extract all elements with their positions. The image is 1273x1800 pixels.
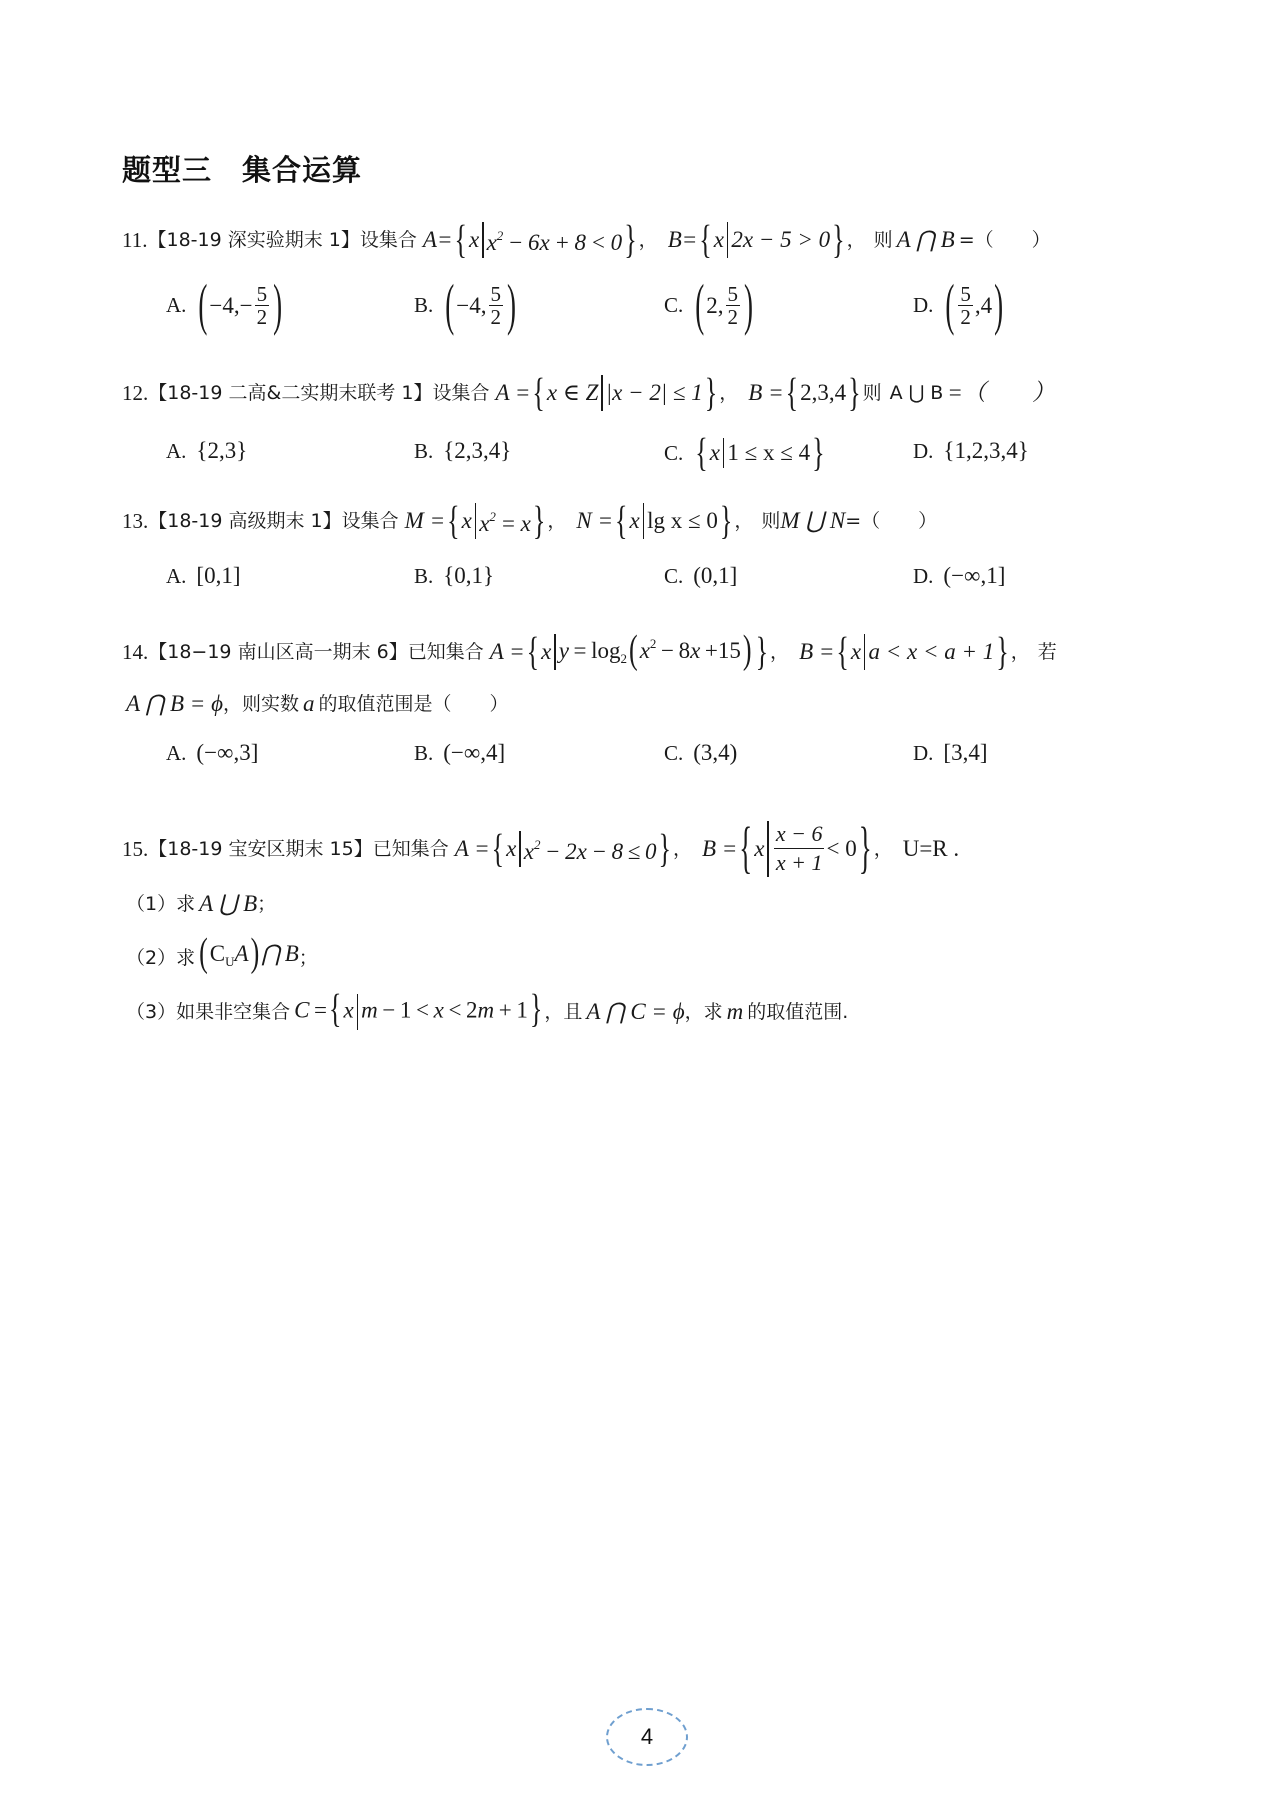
- option-label: D.: [913, 438, 934, 463]
- option-label: D.: [913, 740, 934, 765]
- set-a-condition: $y = \log_2(x^2 - 8x +15)$: [558, 626, 752, 672]
- set-var: x: [468, 226, 480, 252]
- comma: 则: [862, 382, 882, 404]
- option-label: C.: [664, 293, 684, 317]
- question-11: [122, 216, 1051, 262]
- variable: m: [726, 999, 744, 1024]
- option-value: {1,2,3,4}: [943, 438, 1029, 463]
- option-c: [664, 429, 827, 475]
- set-b-elements: 2,3,4: [800, 380, 847, 405]
- comma: ，: [846, 228, 866, 251]
- set-var: x: [461, 507, 472, 533]
- option-value: (3,4): [693, 740, 738, 765]
- numerator: 5: [960, 282, 971, 306]
- set-var: x: [850, 638, 862, 664]
- set-var: x: [754, 835, 765, 861]
- expression: $(C_UA)⋂$ B: [199, 929, 299, 975]
- punctuation: ；: [257, 893, 277, 915]
- option-label: B.: [414, 563, 434, 588]
- option-label: A.: [166, 740, 187, 765]
- option-a: [166, 272, 284, 336]
- question-source: 【18−19 南山区高一期末 6】: [148, 640, 408, 663]
- right-paren: ): [994, 272, 1004, 336]
- option-d: [913, 740, 988, 766]
- set-b-label: B =: [748, 380, 784, 405]
- left-brace: {: [699, 216, 712, 262]
- left-paren: (: [945, 272, 955, 336]
- option-label: D.: [913, 563, 934, 588]
- set-divider: [482, 222, 483, 258]
- right-brace: }: [858, 815, 872, 879]
- comma: ，: [873, 837, 893, 860]
- set-b-condition: a < x < a + 1: [868, 638, 995, 664]
- stem-text: 设集合: [341, 509, 399, 532]
- answer-blank: =（ ）: [958, 228, 1051, 251]
- set-m-condition: $x^2 = x$: [479, 509, 531, 536]
- right-paren: ): [273, 272, 283, 336]
- option-label: B.: [414, 438, 434, 463]
- right-brace: }: [624, 216, 637, 262]
- set-n-condition: lg x ≤ 0: [647, 507, 718, 533]
- set-b-label: B =: [701, 835, 738, 861]
- option-d: [913, 272, 1005, 336]
- set-divider: [601, 375, 602, 411]
- option-b: [414, 740, 505, 766]
- section-title: 题型三 集合运算: [122, 153, 363, 187]
- right-brace: }: [848, 369, 861, 415]
- left-brace: {: [739, 815, 753, 879]
- sub-label: （3）: [126, 1001, 177, 1023]
- fraction: [489, 283, 504, 328]
- stem-text: ，求: [684, 1001, 723, 1023]
- expression: A ⋂ B = ϕ: [126, 691, 223, 716]
- set-a-label: A =: [454, 835, 490, 861]
- set-var: x: [541, 638, 552, 664]
- option-value: −4,−: [209, 292, 253, 318]
- option-label: B.: [414, 740, 434, 765]
- numerator: x − 6: [774, 820, 825, 849]
- set-var: x: [709, 440, 720, 465]
- stem-text: 求: [176, 893, 196, 915]
- stem-text: 的取值范围.: [747, 1001, 849, 1023]
- left-paren: (: [695, 272, 705, 336]
- left-brace: {: [695, 429, 708, 475]
- set-divider: [767, 821, 768, 877]
- right-paren: ): [744, 272, 754, 336]
- question-number: 14.: [122, 639, 149, 664]
- set-divider: [864, 634, 865, 670]
- numerator: 5: [256, 282, 268, 306]
- set-var: x ∈ Z: [546, 380, 599, 405]
- option-label: A.: [166, 563, 187, 588]
- option-value: [0,1]: [196, 563, 241, 588]
- stem-text: 则: [761, 509, 781, 532]
- option-a: [166, 438, 247, 464]
- stem-text: 已知集合: [372, 837, 449, 860]
- left-paren: (: [198, 272, 208, 336]
- fraction: [726, 283, 741, 328]
- set-var: x: [629, 507, 640, 533]
- set-a-condition: $x^2 - 6x + 8 < 0$: [486, 228, 623, 255]
- right-brace: }: [658, 825, 671, 871]
- fraction: [255, 283, 270, 328]
- question-number: 15.: [122, 836, 149, 861]
- option-value: {0,1}: [443, 563, 495, 588]
- left-brace: {: [614, 497, 628, 543]
- option-value: (−∞,4]: [443, 740, 506, 765]
- stem-text: 求: [176, 947, 196, 969]
- set-a-label: A =: [489, 638, 525, 664]
- option-value: −4,: [456, 292, 487, 318]
- expression: A ⋂ B: [896, 226, 955, 252]
- left-paren: (: [445, 272, 455, 336]
- left-brace: {: [526, 628, 540, 674]
- option-label: A.: [166, 293, 187, 317]
- denominator: 2: [960, 305, 971, 329]
- left-brace: {: [785, 369, 799, 415]
- right-brace: }: [812, 429, 825, 475]
- option-c: [664, 272, 755, 336]
- set-b-label: B=: [667, 226, 698, 252]
- answer-blank: 的取值范围是（ ）: [318, 693, 509, 715]
- set-a-label: A =: [495, 380, 531, 405]
- universal-set: U=R .: [902, 835, 960, 861]
- stem-text: 若: [1037, 640, 1057, 663]
- sub-label: （1）: [126, 893, 177, 915]
- set-a-label: A=: [422, 226, 453, 252]
- option-value: (0,1]: [693, 563, 738, 588]
- question-14: [122, 626, 1057, 674]
- right-brace: }: [719, 497, 733, 543]
- denominator: x + 1: [775, 850, 823, 875]
- option-value: (−∞,1]: [943, 563, 1006, 588]
- option-value: [3,4]: [943, 740, 988, 765]
- expression: =（ ）: [947, 380, 1055, 405]
- set-b-condition: 2x − 5 > 0: [731, 226, 831, 252]
- right-brace: }: [532, 497, 546, 543]
- fraction: [958, 283, 973, 328]
- question-13: [122, 497, 938, 543]
- option-b: [414, 272, 518, 336]
- left-brace: {: [447, 497, 460, 543]
- sub-question-3: [126, 986, 849, 1031]
- numerator: 5: [727, 282, 739, 306]
- comma: ，: [770, 640, 790, 663]
- expression: A ⋂ C = ϕ: [586, 999, 685, 1024]
- sub-question-2: [126, 929, 318, 977]
- inequality: < 0: [826, 835, 857, 861]
- option-b: [414, 438, 511, 464]
- question-number: 12.: [122, 381, 149, 405]
- option-a: [166, 740, 258, 766]
- punctuation: ；: [298, 947, 318, 969]
- option-a: [166, 563, 241, 589]
- right-brace: }: [755, 628, 769, 674]
- numerator: 5: [490, 282, 501, 306]
- option-label: B.: [414, 293, 434, 317]
- option-value: 1 ≤ x ≤ 4: [727, 440, 811, 465]
- set-var: x: [506, 835, 517, 861]
- set-var: x: [713, 226, 724, 252]
- set-m-label: M =: [404, 507, 446, 533]
- variable: a: [303, 691, 315, 716]
- question-14-line2: [126, 689, 509, 719]
- stem-text: A ⋃ B: [889, 382, 944, 404]
- set-a-condition: $x^2 - 2x - 8 \le 0$: [523, 837, 657, 864]
- option-label: C.: [664, 440, 684, 465]
- question-source: 【18-19 高级期末 1】: [148, 509, 342, 532]
- left-brace: {: [454, 216, 467, 262]
- stem-text: 设集合: [359, 228, 417, 251]
- set-divider: [643, 503, 644, 539]
- option-value: {2,3}: [196, 438, 248, 463]
- option-label: C.: [664, 740, 684, 765]
- option-value: {2,3,4}: [443, 438, 512, 463]
- question-15: [122, 815, 960, 879]
- expression: M ⋃ N: [780, 507, 846, 533]
- set-divider: [519, 831, 520, 867]
- set-divider: [554, 634, 555, 670]
- stem-text: 则: [873, 228, 893, 251]
- right-brace: }: [996, 628, 1009, 674]
- denominator: 2: [727, 305, 739, 329]
- answer-blank: =（ ）: [845, 509, 938, 532]
- option-label: D.: [913, 293, 934, 317]
- stem-text: ，且: [544, 1001, 583, 1023]
- option-value: (−∞,3]: [196, 740, 259, 765]
- comma: ，: [672, 837, 692, 860]
- question-number: 11.: [122, 227, 148, 252]
- left-brace: {: [491, 825, 505, 871]
- question-12: [122, 369, 1059, 415]
- left-brace: {: [532, 369, 545, 415]
- option-c: [664, 740, 737, 766]
- comma: ，: [638, 228, 658, 251]
- set-divider: [727, 222, 728, 258]
- stem-text: ，则实数: [222, 693, 299, 715]
- stem-text: 如果非空集合: [176, 1001, 291, 1023]
- fraction: [774, 820, 825, 877]
- comma: ，: [734, 509, 754, 532]
- option-value: ,4: [974, 292, 993, 318]
- page-number: 4: [640, 1724, 654, 1749]
- sub-question-1: [126, 889, 276, 919]
- option-c: [664, 563, 737, 589]
- option-label: A.: [166, 438, 187, 463]
- set-divider: [723, 438, 724, 468]
- comma: ，: [547, 509, 567, 532]
- denominator: 2: [490, 305, 501, 329]
- question-source: 【18-19 二高&二实期末联考 1】: [148, 382, 433, 404]
- set-b-label: B =: [799, 638, 835, 664]
- page-number-badge: [606, 1708, 688, 1766]
- option-d: [913, 563, 1005, 589]
- set-divider: [475, 503, 476, 539]
- denominator: 2: [256, 305, 268, 329]
- option-b: [414, 563, 494, 589]
- question-source: 【18-19 宝安区期末 15】: [148, 837, 373, 860]
- option-label: C.: [664, 563, 684, 588]
- option-d: [913, 438, 1029, 464]
- sub-label: （2）: [126, 947, 177, 969]
- set-a-condition: |x − 2| ≤ 1: [605, 380, 703, 405]
- stem-text: 设集合: [432, 382, 490, 404]
- expression: A ⋃ B: [199, 891, 258, 916]
- stem-text: 已知集合: [407, 640, 484, 663]
- comma: ，: [719, 382, 739, 404]
- right-brace: }: [704, 369, 718, 415]
- question-source: 【18-19 深实验期末 1】: [147, 228, 360, 251]
- expression: C ={x m − 1 < x < 2m + 1}: [294, 986, 543, 1031]
- comma: ，: [1010, 640, 1030, 663]
- set-n-label: N =: [576, 507, 613, 533]
- right-paren: ): [507, 272, 516, 336]
- option-value: 2,: [706, 292, 724, 318]
- right-brace: }: [832, 216, 845, 262]
- left-brace: {: [836, 628, 849, 674]
- question-number: 13.: [122, 508, 149, 533]
